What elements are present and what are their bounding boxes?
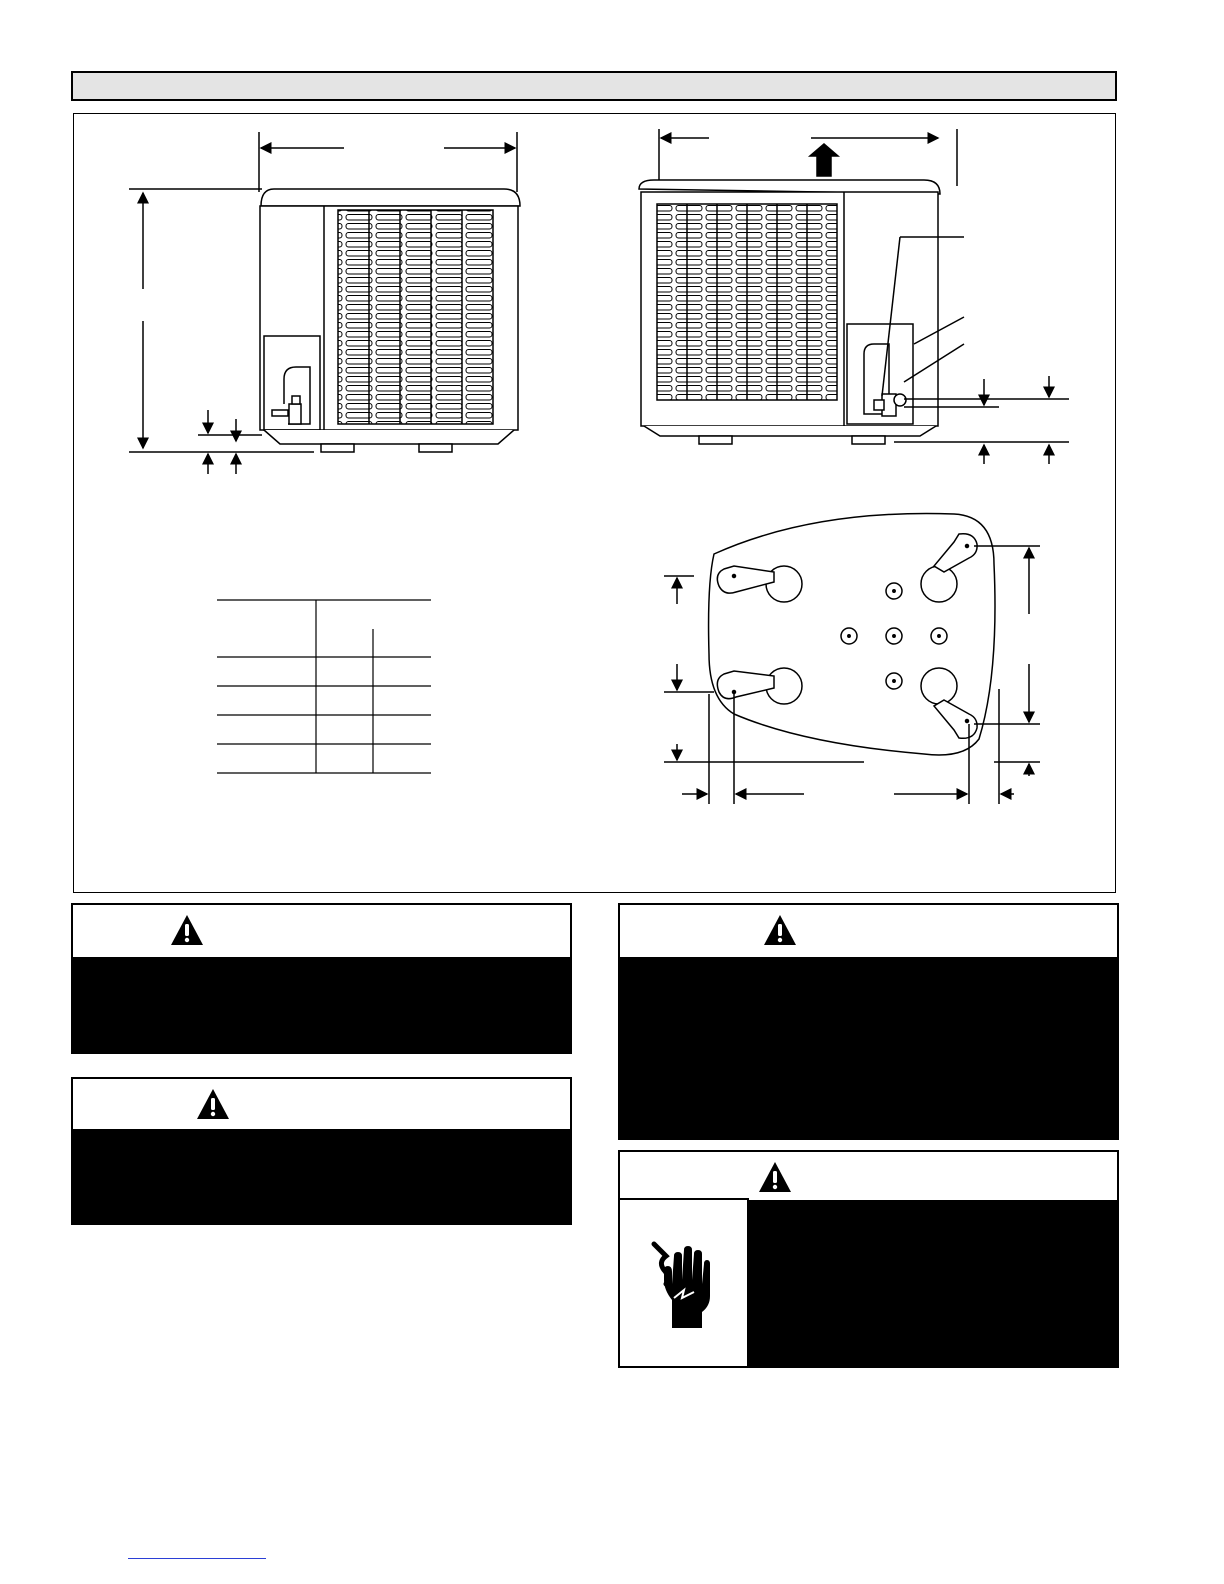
warning-triangle-icon: [762, 913, 798, 947]
warning-box-2: [71, 1077, 572, 1225]
airflow-arrow-icon: [810, 144, 838, 176]
warning-header: [73, 905, 570, 955]
electric-shock-hand-icon: [650, 1240, 710, 1330]
warning-triangle-icon: [757, 1160, 793, 1194]
electric-shock-icon-panel: [620, 1198, 749, 1366]
unit-dimensions-figure: [73, 113, 1116, 893]
base-view-unit: [664, 514, 1040, 805]
warning-header: [73, 1079, 570, 1129]
section-title-bar: [71, 71, 1117, 101]
warning-body: [749, 1200, 1117, 1366]
warning-body: [73, 1129, 570, 1223]
front-view-unit: [129, 132, 520, 474]
warning-box-1: [71, 903, 572, 1054]
warning-triangle-icon: [169, 913, 205, 947]
warning-body: [620, 957, 1117, 1138]
footer-link-underline[interactable]: [128, 1558, 266, 1559]
warning-box-4: [618, 1150, 1119, 1368]
unit-dimensions-drawing: [74, 114, 1117, 894]
warning-triangle-icon: [195, 1087, 231, 1121]
back-view-unit: [639, 129, 1069, 464]
warning-header: [620, 1152, 1117, 1198]
warning-body: [73, 957, 570, 1052]
dimension-table-grid: [217, 600, 431, 773]
warning-box-3: [618, 903, 1119, 1140]
warning-header: [620, 905, 1117, 955]
